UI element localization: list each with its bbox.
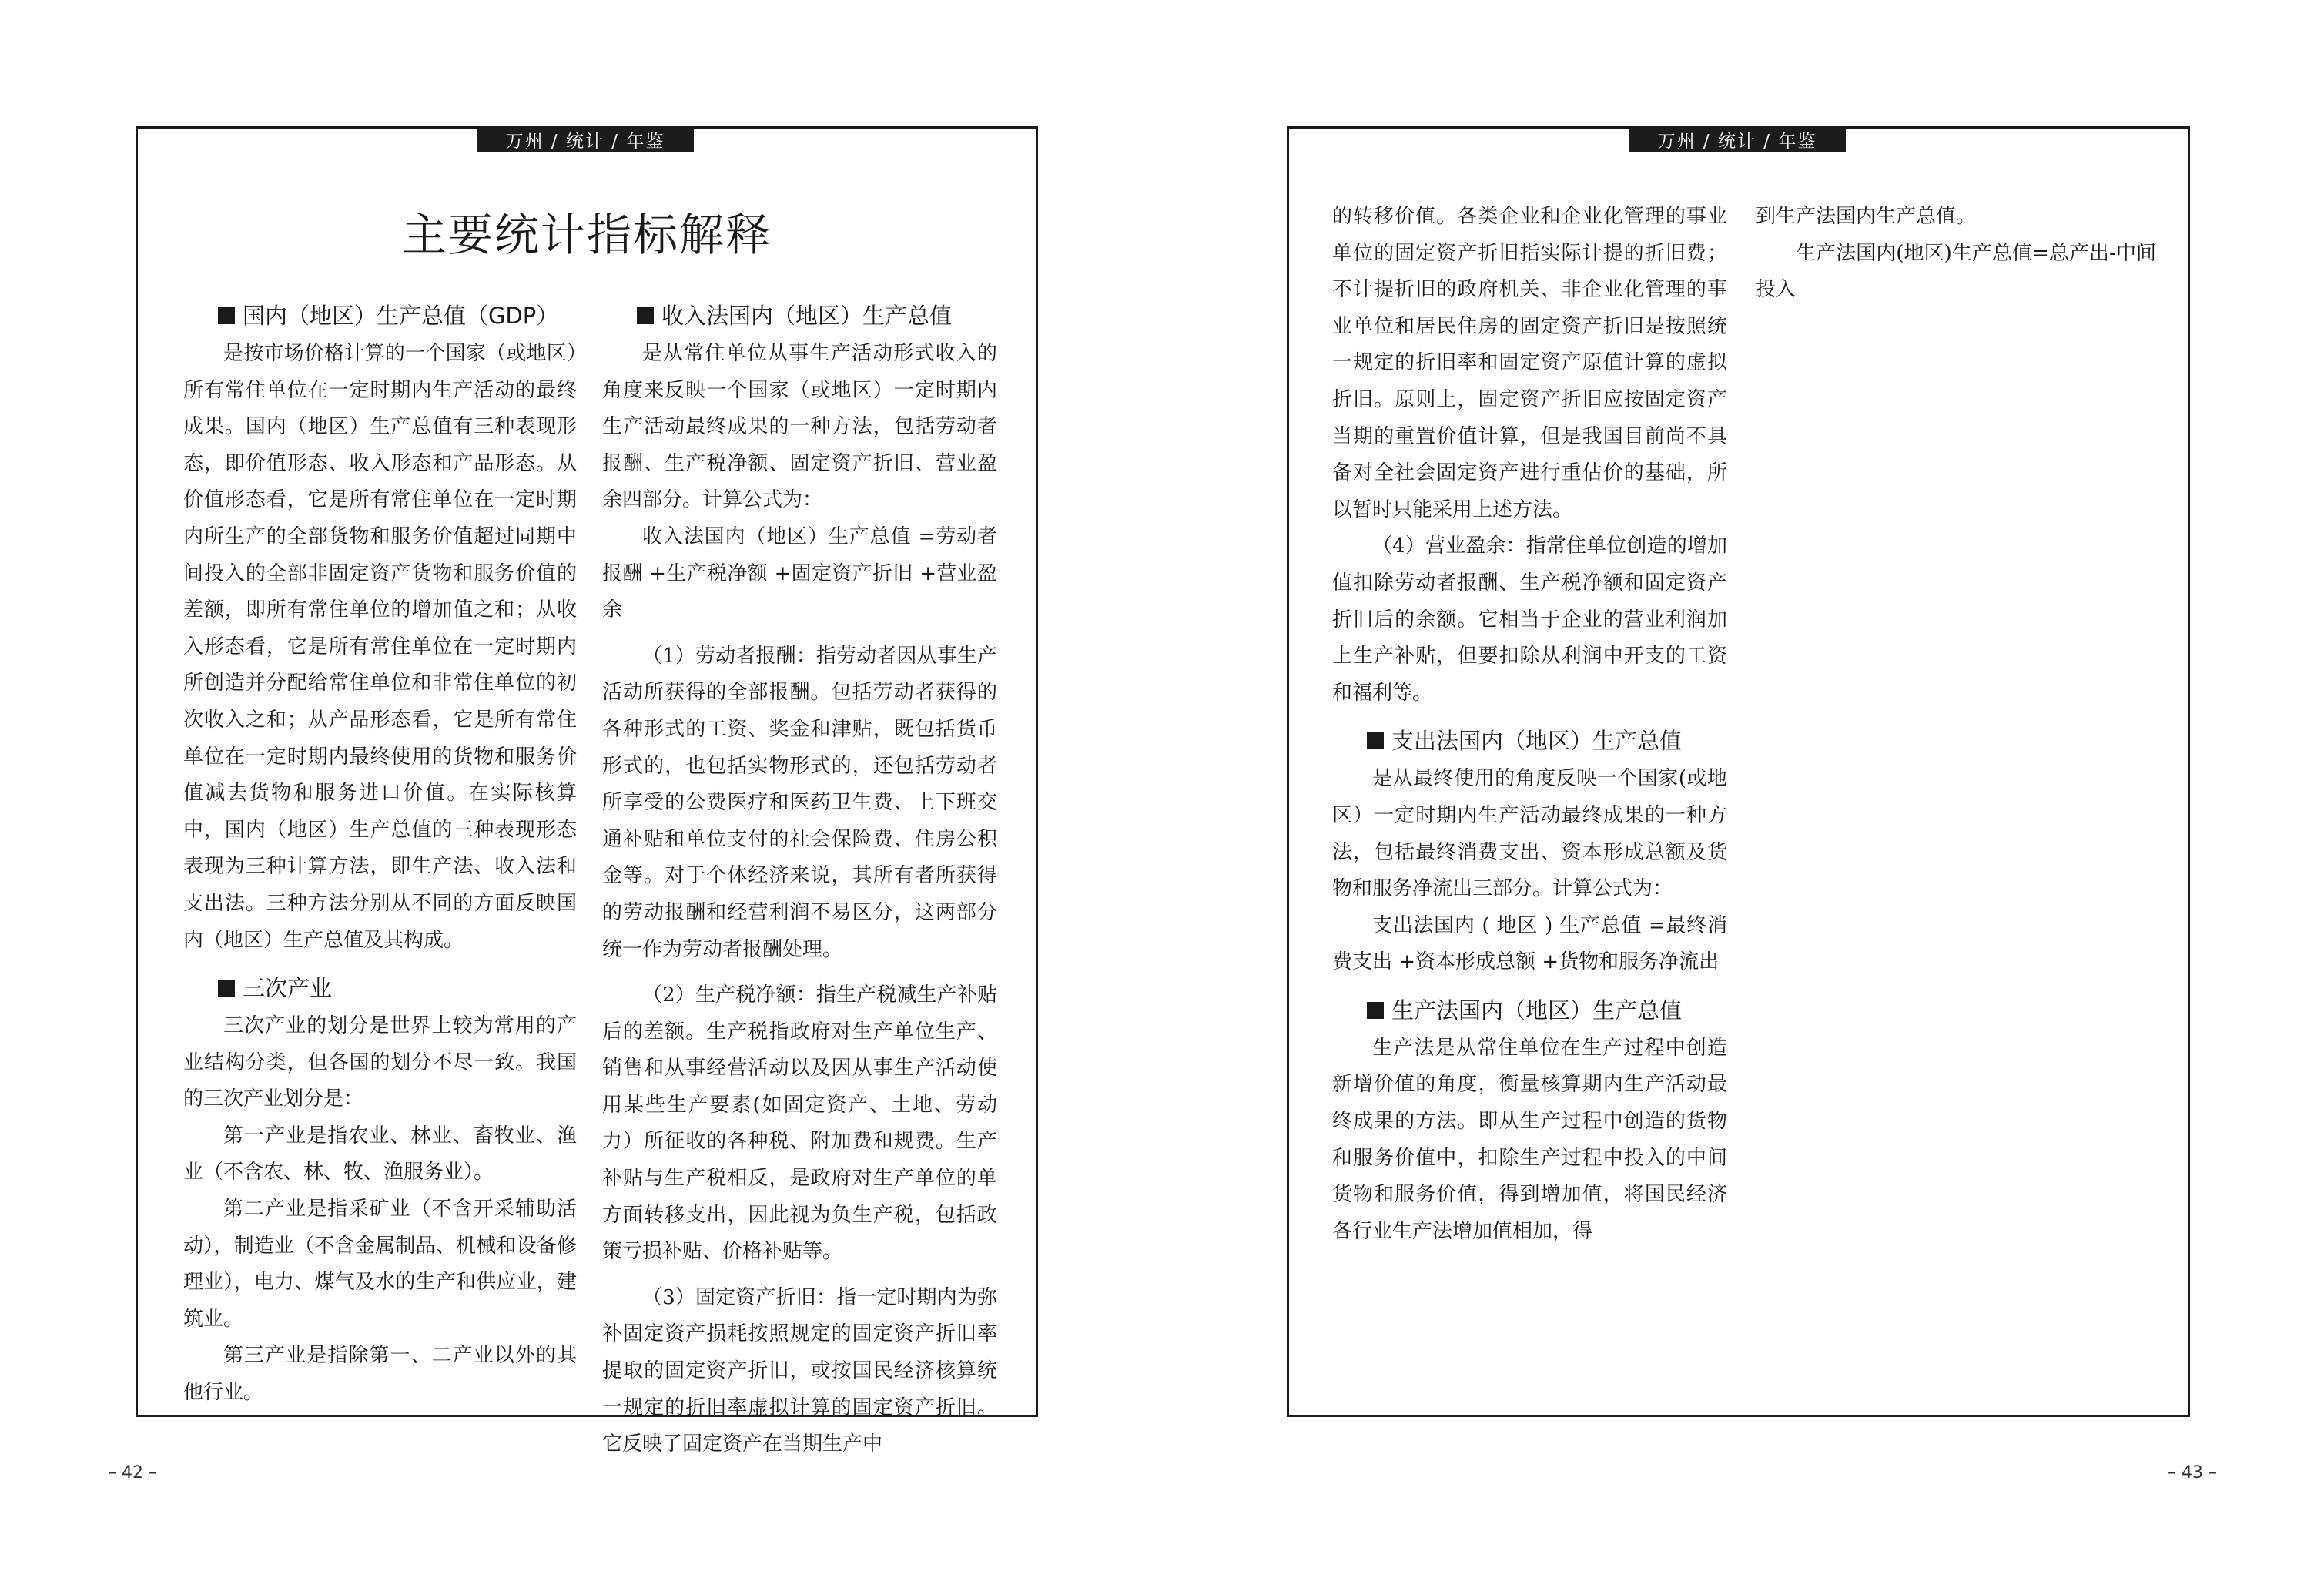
paragraph: 第一产业是指农业、林业、畜牧业、渔业（不含农、林、牧、渔服务业）。 xyxy=(183,1124,577,1184)
paragraph: 是按市场价格计算的一个国家（或地区）所有常住单位在一定时期内生产活动的最终成果。国内（地区）生产总值有三种表现形态，即价值形态、收入形态和产品形态。从价值形态看，它是所有常住单位在一定时期内所生产的全部货物和服务价值超过同期中间投入的全部非固定资产货物和服务价值的差额，即所有常住单位的增加值之和；从收入形态看，它是所有常住单位在一定时期内所创造并分配给常住单位和非常住单位的初次收入之和；从产品形态看，它是所有常住单位在一定时期内最终使用的货物和服务价值减去货物和服务进口价值。在实际核算中，国内（地区）生产总值的三种表现形态表现为三种计算方法，即生产法、收入法和支出法。三种方法分别从不同的方面反映国内（地区）生产总值及其构成。 xyxy=(183,342,577,952)
square-bullet-icon xyxy=(1367,732,1384,749)
square-bullet-icon xyxy=(218,980,235,997)
paragraph: 生产法是从常住单位在生产过程中创造新增价值的角度，衡量核算期内生产活动最终成果的方法。即从生产过程中创造的货物和服务价值中，扣除生产过程中投入的中间货物和服务价值，得到增加值，将国民经济各行业生产法增加值相加，得 xyxy=(1332,1036,1727,1243)
heading-text: 支出法国内（地区）生产总值 xyxy=(1391,728,1682,755)
paragraph: 是从常住单位从事生产活动形式收入的角度来反映一个国家（或地区）一定时期内生产活动最终成果的一种方法，包括劳动者报酬、生产税净额、固定资产折旧、营业盈余四部分。计算公式为： xyxy=(602,342,997,512)
page-number-left: – 42 – xyxy=(108,1463,157,1482)
right-page-column-2 xyxy=(1756,199,2156,309)
paragraph: （3）固定资产折旧：指一定时期内为弥补固定资产损耗按照规定的固定资产折旧率提取的固定资产折旧，或按国民经济核算统一规定的折旧率虚拟计算的固定资产折旧。它反映了固定资产在当期生产中 xyxy=(602,1285,997,1456)
paragraph: 三次产业的划分是世界上较为常用的产业结构分类，但各国的划分不尽一致。我国的三次产业划分是： xyxy=(183,1014,577,1111)
section-heading-income-method xyxy=(602,296,997,336)
page-title: 主要统计指标解释 xyxy=(401,209,772,261)
formula-paragraph: 收入法国内（地区）生产总值 =劳动者报酬 +生产税净额 +固定资产折旧 +营业盈余 xyxy=(602,524,997,622)
page-number-right: – 43 – xyxy=(2168,1463,2217,1482)
formula-paragraph: 支出法国内 ( 地区 ) 生产总值 =最终消费支出 +资本形成总额 +货物和服务净流出 xyxy=(1332,913,1727,974)
formula-paragraph: 生产法国内(地区)生产总值=总产出-中间投入 xyxy=(1756,241,2156,302)
paragraph: （1）劳动者报酬：指劳动者因从事生产活动所获得的全部报酬。包括劳动者获得的各种形式的工资、奖金和津贴，既包括货币形式的，也包括实物形式的，还包括劳动者所享受的公费医疗和医药卫生费、上下班交通补贴和单位支付的社会保险费、住房公积金等。对于个体经济来说，其所有者所获得的劳动报酬和经营利润不易区分，这两部分统一作为劳动者报酬处理。 xyxy=(602,644,997,961)
paragraph: 第三产业是指除第一、二产业以外的其他行业。 xyxy=(183,1344,577,1405)
section-heading-production-method xyxy=(1332,990,1727,1030)
running-header-left: 万州 / 统计 / 年鉴 xyxy=(477,126,694,152)
paragraph: 的转移价值。各类企业和企业化管理的事业单位的固定资产折旧指实际计提的折旧费；不计提折旧的政府机关、非企业化管理的事业单位和居民住房的固定资产折旧是按照统一规定的折旧率和固定资产原值计算的虚拟折旧。原则上，固定资产折旧应按固定资产当期的重置价值计算，但是我国目前尚不具备对全社会固定资产进行重估价的基础，所以暂时只能采用上述方法。 xyxy=(1332,205,1727,521)
left-page-column-2 xyxy=(602,296,997,1463)
section-heading-three-industries xyxy=(183,968,577,1008)
heading-text: 收入法国内（地区）生产总值 xyxy=(661,303,952,329)
paragraph: （4）营业盈余：指常住单位创造的增加值扣除劳动者报酬、生产税净额和固定资产折旧后的余额。它相当于企业的营业利润加上生产补贴，但要扣除从利润中开支的工资和福利等。 xyxy=(1332,534,1727,705)
paragraph: （2）生产税净额：指生产税减生产补贴后的差额。生产税指政府对生产单位生产、销售和从事经营活动以及因从事生产活动使用某些生产要素(如固定资产、土地、劳动力）所征收的各种税、附加费和规费。生产补贴与生产税相反，是政府对生产单位的单方面转移支出，因此视为负生产税，包括政策亏损补贴、价格补贴等。 xyxy=(602,983,997,1264)
heading-text: 三次产业 xyxy=(242,975,332,1002)
paragraph: 是从最终使用的角度反映一个国家(或地区）一定时期内生产活动最终成果的一种方法，包括最终消费支出、资本形成总额及货物和服务净流出三部分。计算公式为： xyxy=(1332,767,1727,901)
running-header-right: 万州 / 统计 / 年鉴 xyxy=(1629,126,1846,152)
square-bullet-icon xyxy=(1367,1002,1384,1019)
square-bullet-icon xyxy=(637,307,654,324)
section-heading-gdp xyxy=(183,296,577,336)
heading-text: 生产法国内（地区）生产总值 xyxy=(1391,997,1682,1023)
paragraph: 到生产法国内生产总值。 xyxy=(1756,205,1977,228)
paragraph: 第二产业是指采矿业（不含开采辅助活动），制造业（不含金属制品、机械和设备修理业），电力、煤气及水的生产和供应业，建筑业。 xyxy=(183,1198,577,1331)
heading-text: 国内（地区）生产总值（GDP） xyxy=(242,303,559,329)
right-page-column-1 xyxy=(1332,199,1727,1250)
section-heading-expenditure-method xyxy=(1332,721,1727,761)
left-page-column-1 xyxy=(183,296,577,1412)
square-bullet-icon xyxy=(218,307,235,324)
